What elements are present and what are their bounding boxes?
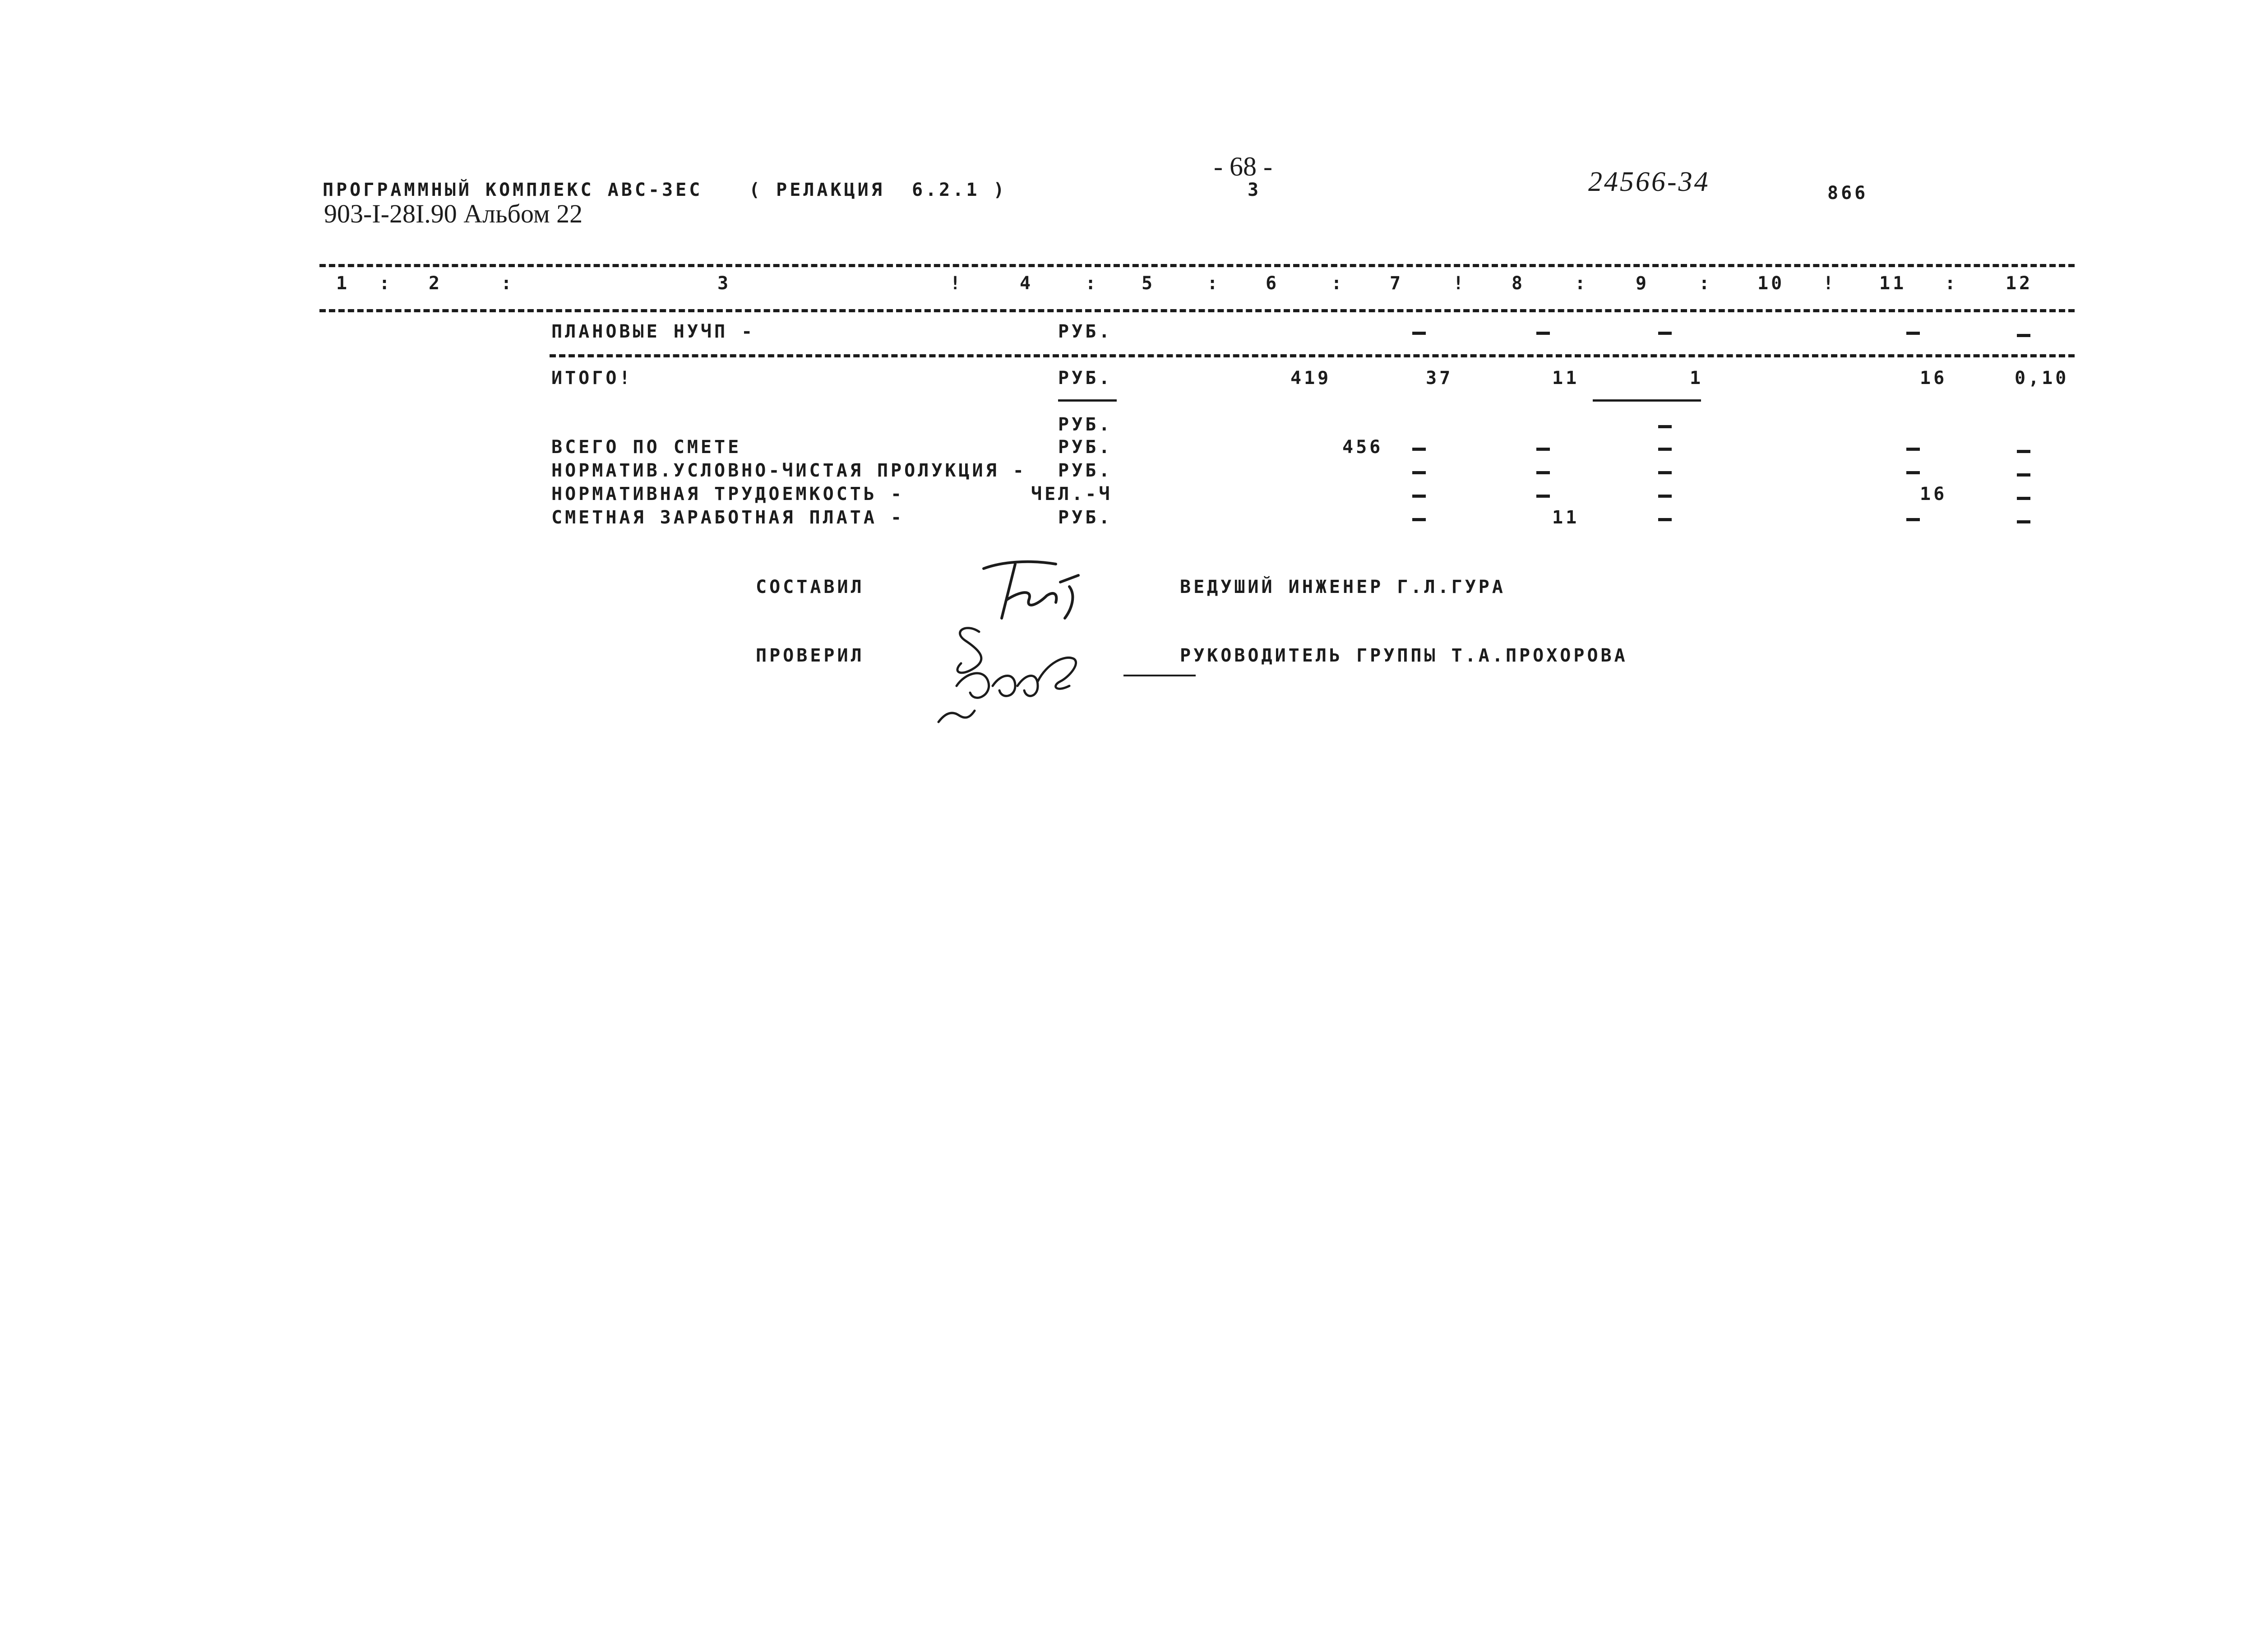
empty-cell-dash <box>1906 448 1920 451</box>
column-separator: : <box>501 273 515 294</box>
empty-cell-dash <box>2017 450 2030 453</box>
empty-cell-dash <box>1412 518 1426 521</box>
row-rule <box>550 354 2075 357</box>
empty-cell-dash <box>1536 332 1550 335</box>
empty-cell-dash <box>1412 332 1426 335</box>
column-header: 1 <box>336 273 350 294</box>
row-label-net-product: НОРМАТИВ.УСЛОВНО-ЧИСТАЯ ПРОЛУКЦИЯ - <box>551 460 1026 481</box>
column-header: 2 <box>429 273 443 294</box>
checked-label: ПРОВЕРИЛ <box>756 645 864 666</box>
handwritten-code: 24566-34 <box>1588 167 1710 197</box>
total-col8: 11 <box>1552 368 1580 389</box>
grand-total-col6: 456 <box>1342 437 1383 458</box>
row-unit-planned: РУБ. <box>1058 321 1113 342</box>
column-header: 4 <box>1020 273 1034 294</box>
empty-cell-dash <box>2017 497 2030 500</box>
empty-cell-dash <box>1906 518 1920 521</box>
column-header: 6 <box>1266 273 1280 294</box>
signature-checked <box>925 614 1096 740</box>
empty-cell-dash <box>1658 332 1672 335</box>
table-header-rule <box>319 309 2075 312</box>
project-title: 903-I-28I.90 Альбом 22 <box>324 199 583 228</box>
column-header: 8 <box>1512 273 1526 294</box>
row-label-grand-total: ВСЕГО ПО СМЕТЕ <box>551 437 742 458</box>
row-label-planned: ПЛАНОВЫЕ НУЧП - <box>551 321 755 342</box>
column-header: 12 <box>2006 273 2033 294</box>
column-separator: : <box>1331 273 1345 294</box>
column-separator: ! <box>1453 273 1467 294</box>
signature-line <box>1123 675 1196 676</box>
col9-underline <box>1593 399 1701 402</box>
doc-number: 866 <box>1827 183 1868 204</box>
row-label-labor: НОРМАТИВНАЯ ТРУДОЕМКОСТЬ - <box>551 484 905 504</box>
empty-cell-dash <box>2017 334 2030 337</box>
empty-cell-dash <box>1412 471 1426 474</box>
total-col11: 16 <box>1920 368 1947 389</box>
checked-by: РУКОВОДИТЕЛЬ ГРУППЫ Т.А.ПРОХОРОВА <box>1180 645 1628 666</box>
column-separator: : <box>1085 273 1099 294</box>
sheet-number: 3 <box>1248 180 1262 200</box>
wages-col8: 11 <box>1552 507 1580 528</box>
column-separator: : <box>1207 273 1221 294</box>
row-unit-total: РУБ. <box>1058 368 1113 389</box>
column-header: 11 <box>1879 273 1907 294</box>
program-name: ПРОГРАММНЫЙ КОМПЛЕКС АВС-ЗЕС <box>323 180 703 200</box>
column-separator: ! <box>1823 273 1837 294</box>
empty-cell-dash <box>1658 471 1672 474</box>
empty-cell-dash <box>1658 518 1672 521</box>
empty-cell-dash <box>1658 425 1672 428</box>
unit-underline <box>1058 399 1117 402</box>
column-separator: ! <box>950 273 964 294</box>
column-separator: : <box>1699 273 1713 294</box>
row-unit-wages: РУБ. <box>1058 507 1113 528</box>
empty-cell-dash <box>1412 495 1426 498</box>
empty-cell-dash <box>2017 473 2030 477</box>
column-header: 9 <box>1636 273 1650 294</box>
column-header: 7 <box>1390 273 1404 294</box>
extra-unit: РУБ. <box>1058 414 1113 435</box>
total-col7: 37 <box>1426 368 1453 389</box>
compiled-label: СОСТАВИЛ <box>756 577 864 597</box>
compiled-by: ВЕДУШИЙ ИНЖЕНЕР Г.Л.ГУРА <box>1180 577 1506 597</box>
total-col6: 419 <box>1290 368 1331 389</box>
empty-cell-dash <box>1906 471 1920 474</box>
empty-cell-dash <box>1536 471 1550 474</box>
revision-label: ( РЕЛАКЦИЯ 6.2.1 ) <box>749 180 1007 200</box>
column-separator: : <box>1945 273 1959 294</box>
row-unit-grand-total: РУБ. <box>1058 437 1113 458</box>
empty-cell-dash <box>2017 520 2030 523</box>
row-unit-labor: ЧЕЛ.-Ч <box>1031 484 1113 504</box>
total-col9: 1 <box>1690 368 1704 389</box>
empty-cell-dash <box>1658 448 1672 451</box>
row-unit-net-product: РУБ. <box>1058 460 1113 481</box>
labor-col11: 16 <box>1920 484 1947 504</box>
column-header: 3 <box>717 273 731 294</box>
column-header: 10 <box>1757 273 1785 294</box>
empty-cell-dash <box>1906 332 1920 335</box>
table-top-rule <box>319 264 2075 267</box>
column-header: 5 <box>1142 273 1156 294</box>
row-label-total: ИТОГО! <box>551 368 633 389</box>
page-marker: - 68 - <box>1214 152 1272 181</box>
column-separator: : <box>379 273 393 294</box>
empty-cell-dash <box>1536 448 1550 451</box>
column-separator: : <box>1575 273 1589 294</box>
total-col12: 0,10 <box>2015 368 2069 389</box>
row-label-wages: СМЕТНАЯ ЗАРАБОТНАЯ ПЛАТА - <box>551 507 905 528</box>
empty-cell-dash <box>1536 495 1550 498</box>
empty-cell-dash <box>1658 495 1672 498</box>
empty-cell-dash <box>1412 448 1426 451</box>
